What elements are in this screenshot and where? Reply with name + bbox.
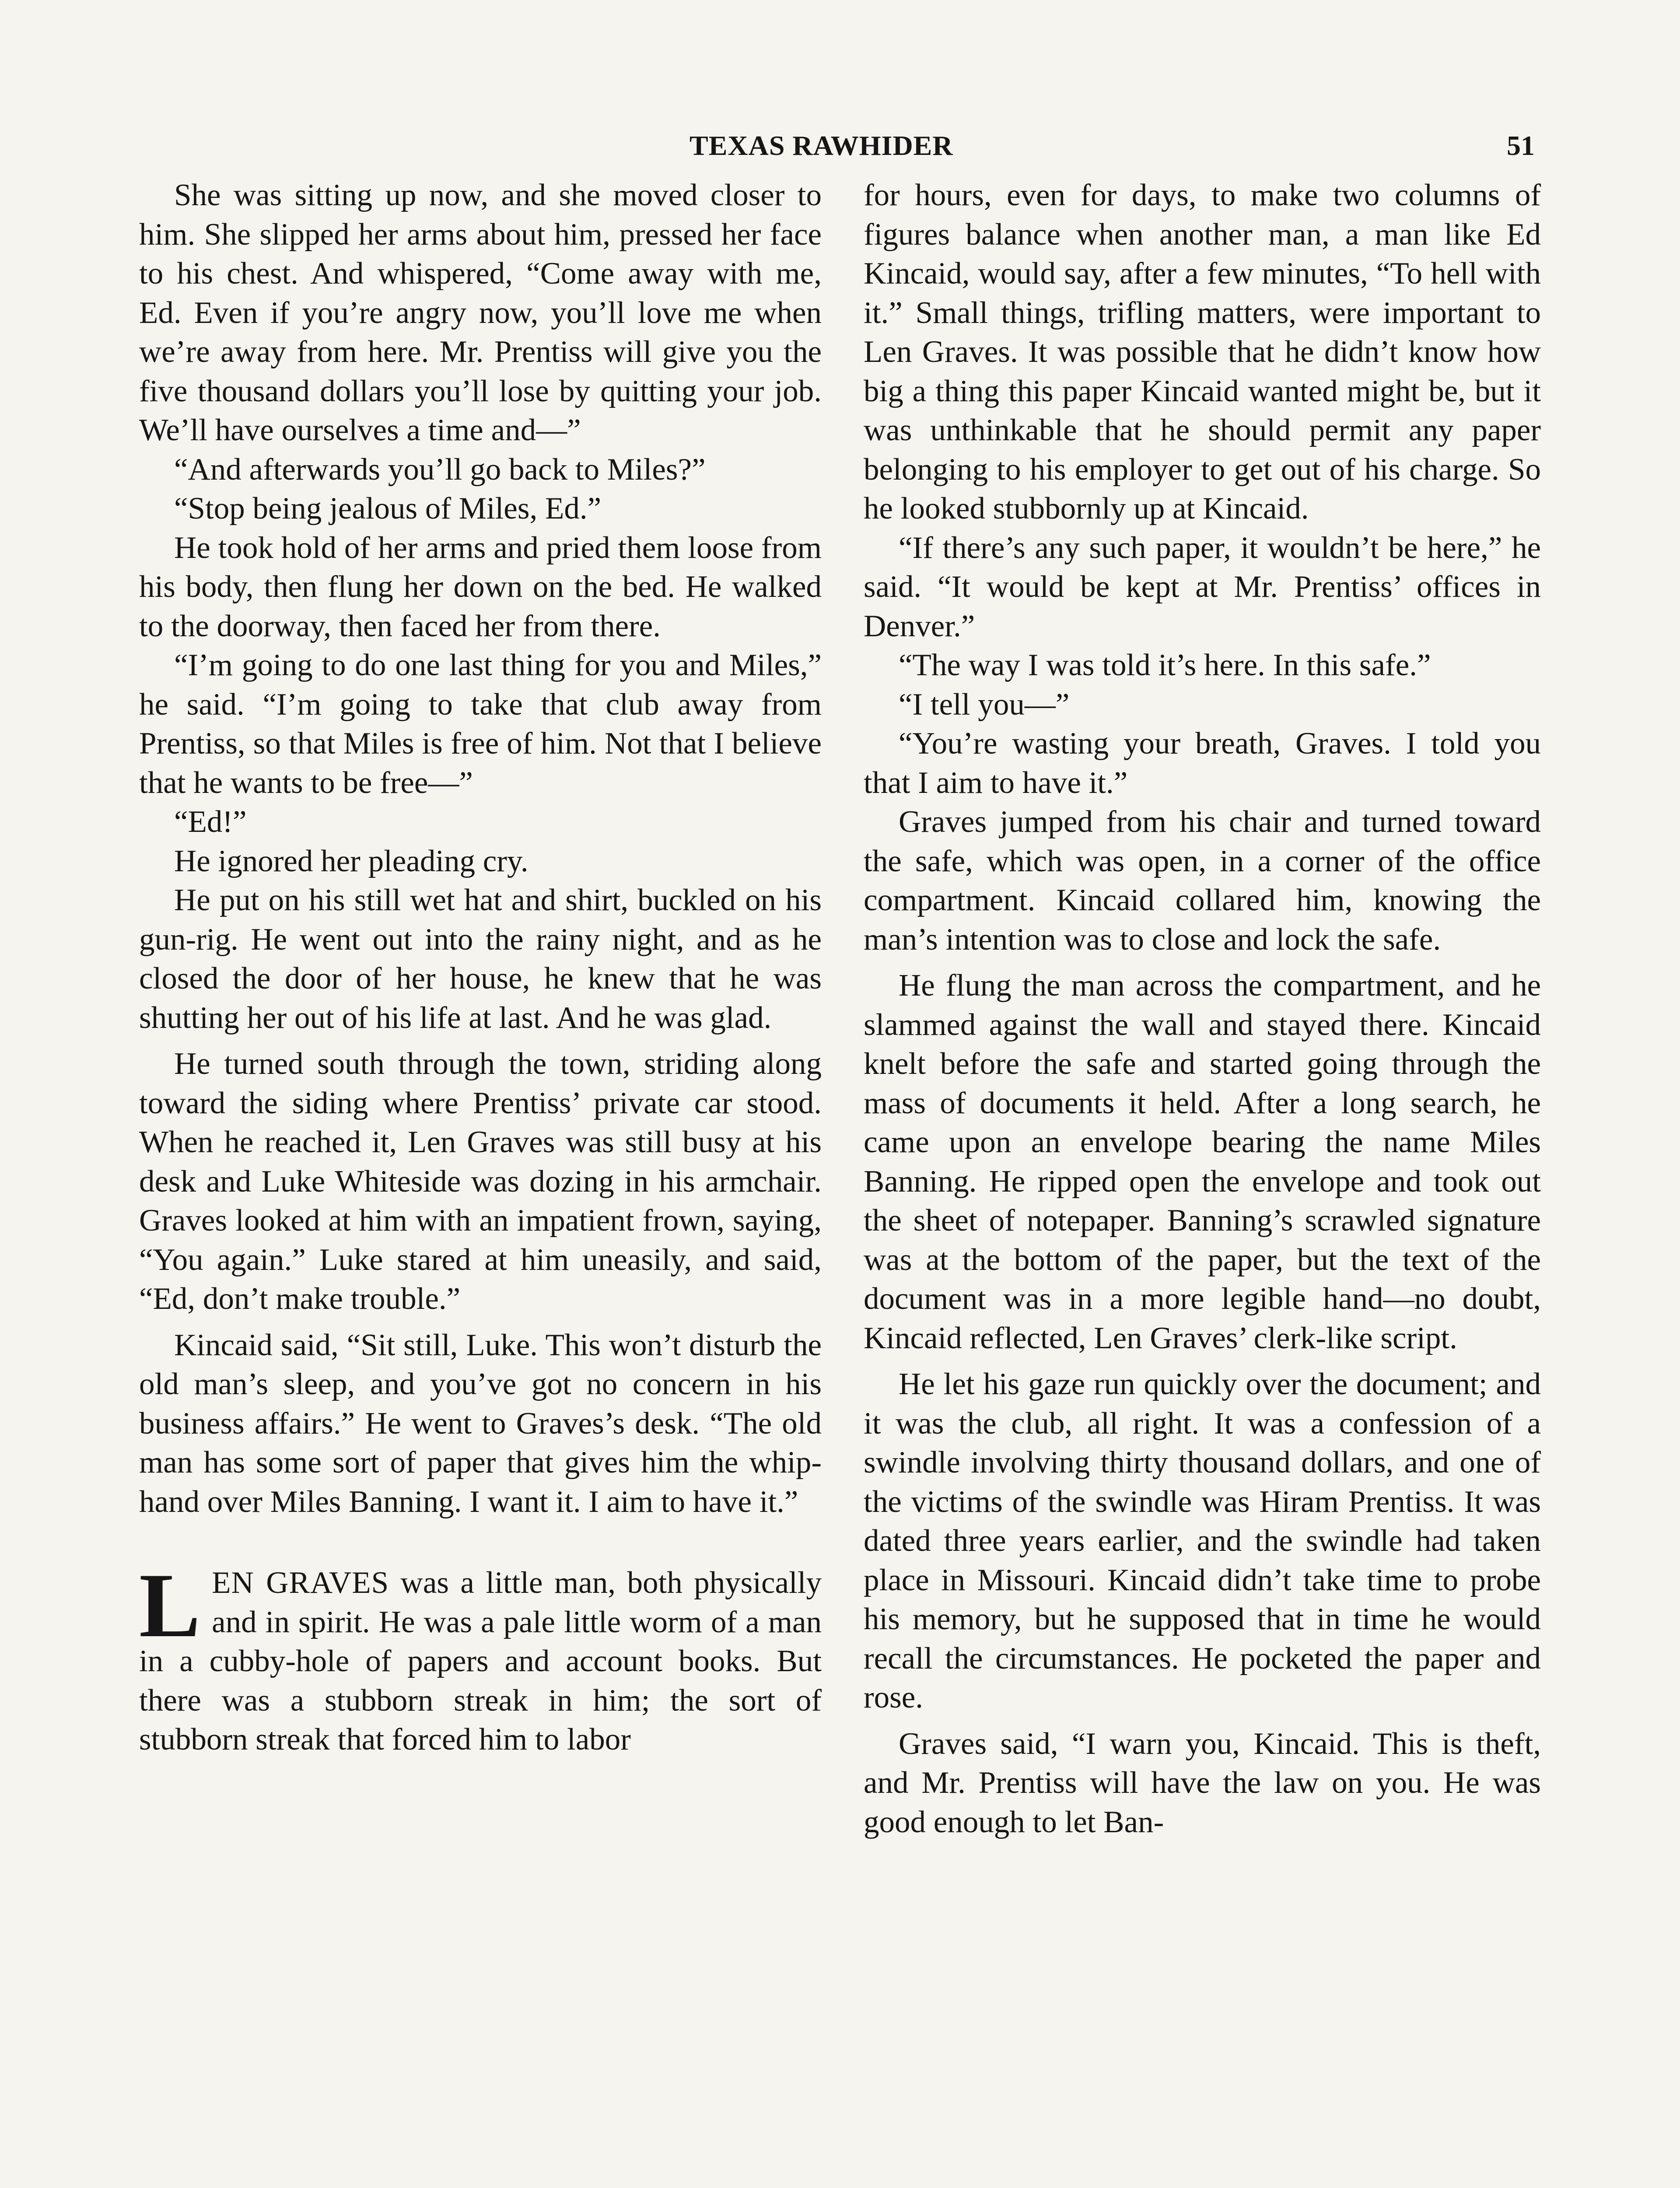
paragraph: Graves said, “I warn you, Kincaid. This is theft, and Mr. Prentiss will have the law on you. He was good enough to let Ban- (864, 1726, 1541, 1839)
paragraph: She was sitting up now, and she moved closer to him. She slipped her arms about him, pressed her face to his chest. And whispered, “Come away with me, Ed. Even if you’re angry now, you’ll love me when we’re away from here. Mr. Prentiss will give you the five thousand dollars you’ll lose by quitting your job. We’ll have ourselves a time and—” (139, 178, 822, 447)
paragraph: “I’m going to do one last thing for you and Miles,” he said. “I’m going to take that club away from Prentiss, so that Miles is free of him. Not that I believe that he wants to be free—” (139, 648, 822, 800)
left-column (139, 176, 822, 1760)
page-header (0, 130, 1680, 169)
paragraph: for hours, even for days, to make two columns of figures balance when another man, a man like Ed Kincaid, would say, after a few minutes, “To hell with it.” Small things, trifling matters, were important to Len Graves. It was possible that he didn’t know how big a thing this paper Kincaid wanted might be, but it was unthinkable that he should permit any paper belonging to his employer to get out of his charge. So he looked stubbornly up at Kincaid. (864, 178, 1541, 526)
dropcap-text: was a little man, both physically and in spirit. He was a pale little worm of a man in a cubby-hole of papers and account books. But there was a stubborn streak in him; the sort of stubborn streak that forced him to labor (139, 1566, 822, 1757)
dropcap-lead: EN GRAVES (212, 1566, 389, 1600)
paragraph: He ignored her pleading cry. (174, 844, 528, 878)
paragraph: He took hold of her arms and pried them loose from his body, then flung her down on the bed. He walked to the doorway, then faced her from there. (139, 530, 822, 643)
paragraph: “If there’s any such paper, it wouldn’t be here,” he said. “It would be kept at Mr. Prentiss’ offices in Denver.” (864, 530, 1541, 643)
paragraph: He turned south through the town, striding along toward the siding where Prentiss’ private car stood. When he reached it, Len Graves was still busy at his desk and Luke Whiteside was dozing in his armchair. Graves looked at him with an impatient frown, saying, “You again.” Luke stared at him uneasily, and said, “Ed, don’t make trouble.” (139, 1047, 822, 1316)
paragraph: Kincaid said, “Sit still, Luke. This won’t disturb the old man’s sleep, and you’ve got no concern in his business affairs.” He went to Graves’s desk. “The old man has some sort of paper that gives him the whip-hand over Miles Banning. I want it. I aim to have it.” (139, 1328, 822, 1519)
paragraph: “You’re wasting your breath, Graves. I told you that I aim to have it.” (864, 726, 1541, 800)
paragraph: Graves jumped from his chair and turned toward the safe, which was open, in a corner of the office compartment. Kincaid collared him, knowing the man’s intention was to close and lock the safe. (864, 805, 1541, 957)
dropcap-paragraph (139, 1555, 822, 1760)
paragraph: “Stop being jealous of Miles, Ed.” (174, 491, 602, 526)
right-column (864, 176, 1541, 1842)
paragraph: “Ed!” (174, 805, 247, 839)
paragraph: He let his gaze run quickly over the document; and it was the club, all right. It was a confession of a swindle involving thirty thousand dollars, and one of the victims of the swindle was Hiram Prentiss. It was dated three years earlier, and the swindle had taken place in Missouri. Kincaid didn’t take time to probe his memory, but he supposed that in time he would recall the circumstances. He pocketed the paper and rose. (864, 1367, 1541, 1715)
paragraph: “The way I was told it’s here. In this safe.” (899, 648, 1431, 682)
page-number: 51 (1507, 130, 1535, 161)
drop-cap: L (139, 1555, 201, 1656)
paragraph: “I tell you—” (899, 687, 1070, 722)
paragraph: He put on his still wet hat and shirt, buckled on his gun-rig. He went out into the rainy night, and as he closed the door of her house, he knew that he was shutting her out of his life at last. And he was glad. (139, 883, 822, 1035)
paragraph: “And afterwards you’ll go back to Miles?” (174, 452, 706, 487)
running-title: TEXAS RAWHIDER (690, 130, 953, 161)
paragraph: He flung the man across the compartment, and he slammed against the wall and stayed there. Kincaid knelt before the safe and started going through the mass of documents it held. After a long search, he came upon an envelope bearing the name Miles Banning. He ripped open the envelope and took out the sheet of notepaper. Banning’s scrawled signature was at the bottom of the paper, but the text of the document was in a more legible hand—no doubt, Kincaid reflected, Len Graves’ clerk-like script. (864, 968, 1541, 1355)
